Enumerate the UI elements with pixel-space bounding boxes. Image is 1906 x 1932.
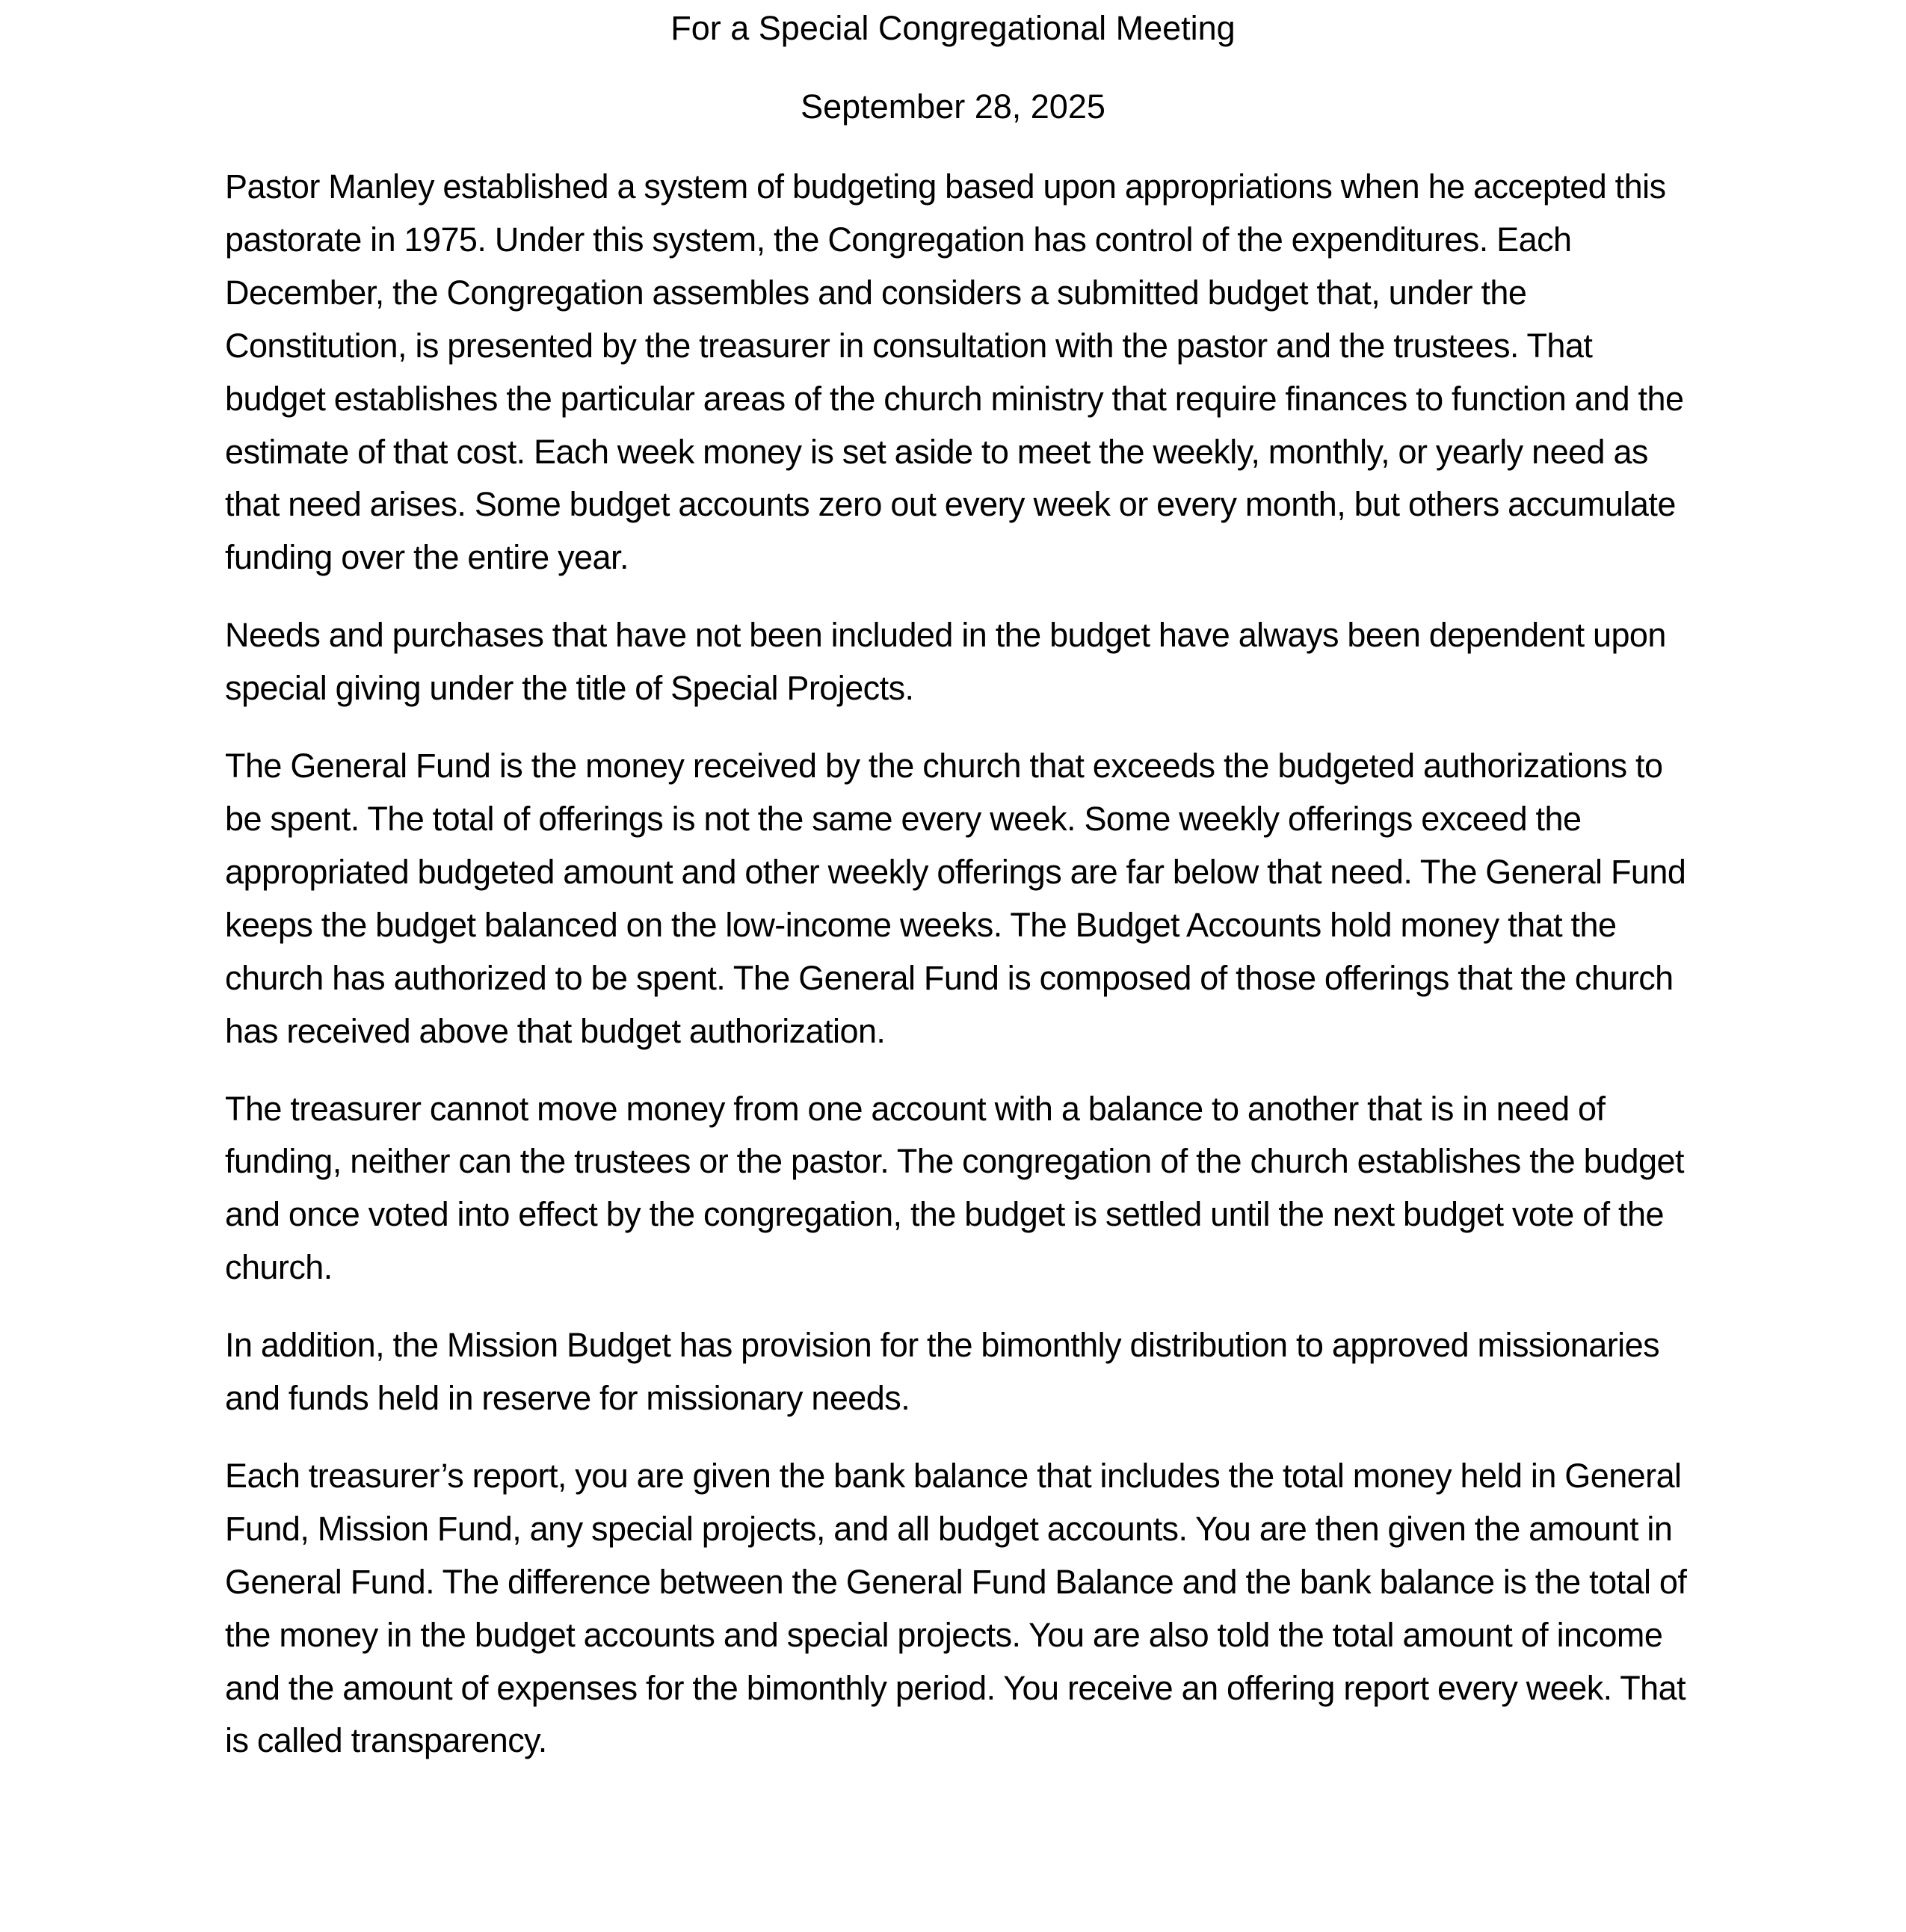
paragraph-treasurer-report: Each treasurer’s report, you are given the bank balance that includes the total money held in General Fund, Mission Fund, any special projects, and all budget accounts. You are then given the amount in General Fund. The difference between the General Fund Balance and the bank balance is the total of the money in the budget accounts and special projects. You are also told the total amount of income and the amount of expenses for the bimonthly period. You receive an offering report every week. That is called transparency. — [225, 1456, 1687, 1760]
paragraph-treasurer-limits: The treasurer cannot move money from one account with a balance to another that is in need of funding, neither can the trustees or the pastor. The congregation of the church establishes the budget and once voted into effect by the congregation, the budget is settled until the next budget vote of the church. — [225, 1089, 1684, 1287]
document-title: For a Special Congregational Meeting — [670, 9, 1236, 47]
document-date: September 28, 2025 — [801, 87, 1105, 126]
paragraph-mission-budget: In addition, the Mission Budget has provision for the bimonthly distribution to approved missionaries and funds held in reserve for missionary needs. — [225, 1326, 1660, 1418]
paragraph-general-fund: The General Fund is the money received by the church that exceeds the budgeted authorizations to be spent. The total of offerings is not the same every week. Some weekly offerings exceed the appropriated budgeted amount and other weekly offerings are far below that need. The General Fund keeps the budget balanced on the low-income weeks. The Budget Accounts hold money that the church has authorized to be spent. The General Fund is composed of those offerings that the church has received above that budget authorization. — [225, 747, 1686, 1050]
paragraph-special-projects: Needs and purchases that have not been included in the budget have always been dependent upon special giving under the title of Special Projects. — [225, 616, 1666, 708]
paragraph-budget-system: Pastor Manley established a system of budgeting based upon appropriations when he accepted this pastorate in 1975. Under this system, the Congregation has control of the expenditures. Each December, the Congregation assembles and considers a submitted budget that, under the Constitution, is presented by the treasurer in consultation with the pastor and the trustees. That budget establishes the particular areas of the church ministry that require finances to function and the estimate of that cost. Each week money is set aside to meet the weekly, monthly, or yearly need as that need arises. Some budget accounts zero out every week or every month, but others accumulate funding over the entire year. — [225, 167, 1684, 577]
document-body — [225, 161, 1690, 1792]
